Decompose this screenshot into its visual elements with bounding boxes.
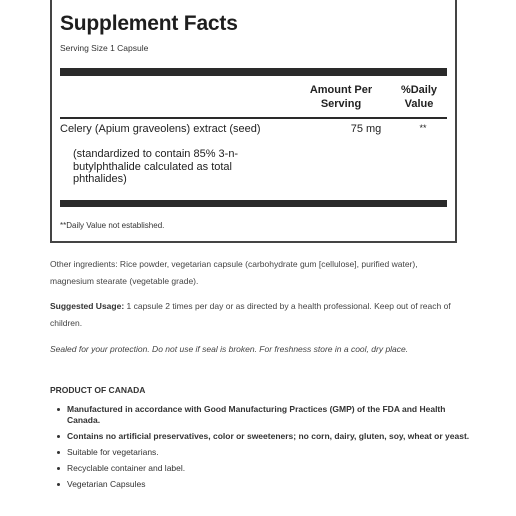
ingredient-daily-value: ** xyxy=(419,123,427,133)
daily-value-header xyxy=(389,83,449,111)
serving-size: Serving Size 1 Capsule xyxy=(60,43,149,53)
suggested-usage xyxy=(50,298,460,331)
amount-header-line2: Serving xyxy=(320,98,362,110)
sealed-note: Sealed for your protection. Do not use if seal is broken. For freshness store in a cool, dry place. xyxy=(50,344,409,354)
footer-divider xyxy=(60,200,447,207)
feature-list xyxy=(50,404,470,495)
list-item: Contains no artificial preservatives, color or sweeteners; no corn, dairy, gluten, soy, wheat or yeast. xyxy=(50,431,470,442)
list-item: Recyclable container and label. xyxy=(50,463,470,474)
supplement-facts-title: Supplement Facts xyxy=(60,12,238,35)
suggested-usage-label: Suggested Usage: xyxy=(50,301,125,311)
dv-header-line1: %Daily xyxy=(400,84,438,96)
column-divider xyxy=(60,117,447,119)
daily-value-note: **Daily Value not established. xyxy=(60,221,165,230)
ingredient-detail: (standardized to contain 85% 3-n-butylphthalide calculated as total phthalides) xyxy=(73,148,239,185)
header-divider xyxy=(60,68,447,76)
suggested-usage-text: 1 capsule 2 times per day or as directed by a health professional. Keep out of reach of children. xyxy=(50,301,451,328)
supplement-facts-panel xyxy=(50,0,457,243)
other-ingredients: Other ingredients: Rice powder, vegetarian capsule (carbohydrate gum [cellulose], purified water), magnesium stearate (vegetable grade). xyxy=(50,259,418,286)
list-item: Suitable for vegetarians. xyxy=(50,447,470,458)
amount-header-line1: Amount Per xyxy=(309,84,373,96)
dv-header-line2: Value xyxy=(404,98,434,110)
list-item: Vegetarian Capsules xyxy=(50,479,470,490)
product-origin: PRODUCT OF CANADA xyxy=(50,385,146,395)
ingredient-amount: 75 mg xyxy=(350,123,382,135)
amount-per-serving-header xyxy=(300,83,382,111)
list-item: Manufactured in accordance with Good Manufacturing Practices (GMP) of the FDA and Health Canada. xyxy=(50,404,470,426)
ingredient-name: Celery (Apium graveolens) extract (seed) xyxy=(60,123,261,135)
